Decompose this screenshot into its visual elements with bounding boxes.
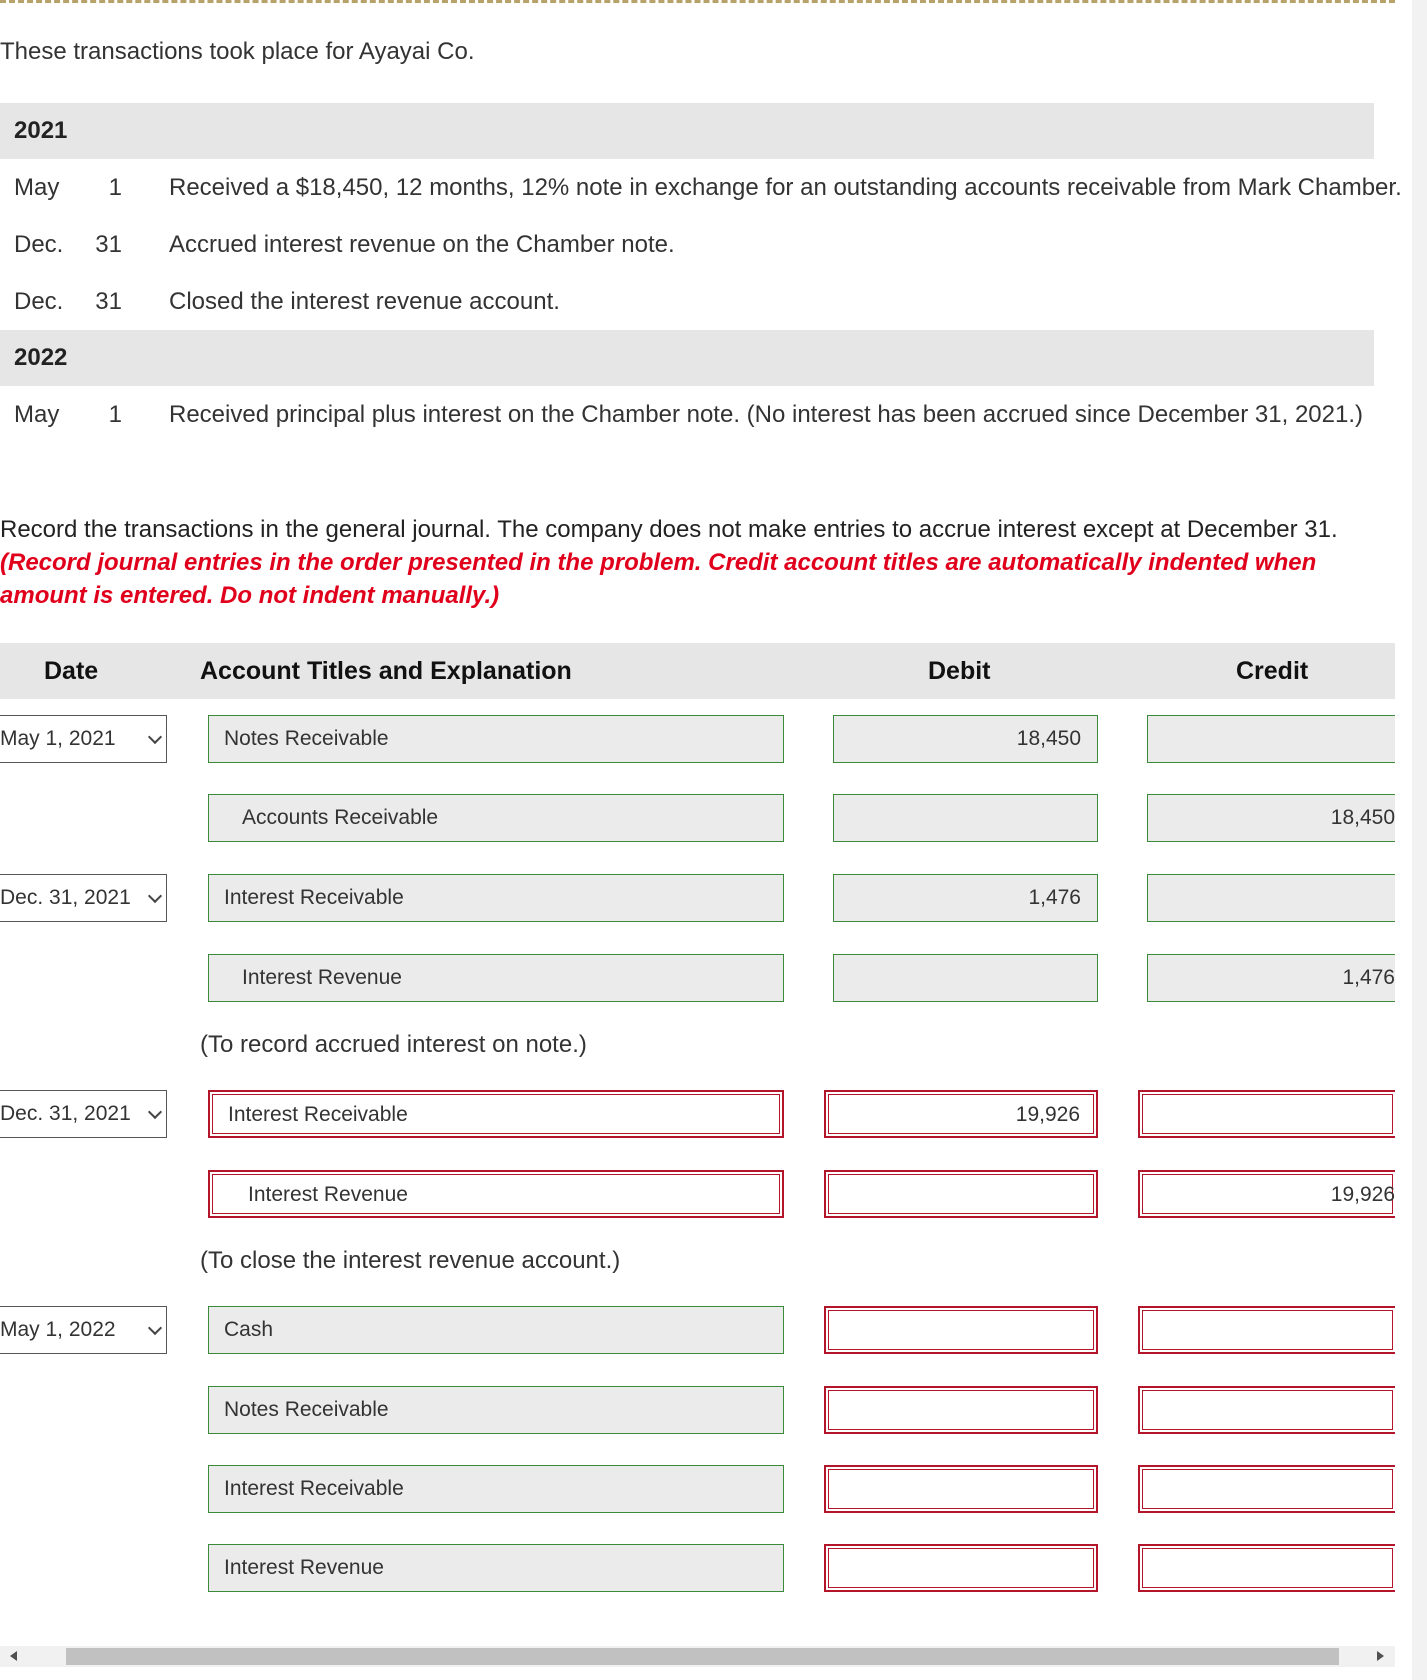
date-select-value: May 1, 2021 bbox=[0, 727, 116, 750]
account-input[interactable] bbox=[208, 715, 784, 763]
credit-input[interactable]: 18,450 bbox=[1147, 794, 1395, 842]
account-input[interactable] bbox=[208, 1090, 784, 1138]
transactions-table bbox=[0, 103, 1402, 443]
transaction-day: 1 bbox=[108, 174, 122, 201]
account-value: Cash bbox=[224, 1318, 274, 1341]
chevron-down-icon bbox=[148, 1105, 162, 1119]
instructions bbox=[0, 513, 1395, 612]
account-value: Interest Receivable bbox=[224, 886, 404, 909]
instructions-note: (Record journal entries in the order presented in the problem. Credit account titles are automatically indented when amount is entered. Do not indent manually.) bbox=[0, 549, 1317, 609]
account-value: Interest Revenue bbox=[242, 966, 402, 989]
intro-text: These transactions took place for Ayayai Co. bbox=[0, 38, 475, 65]
date-select-value: Dec. 31, 2021 bbox=[0, 1102, 131, 1125]
header-debit: Debit bbox=[928, 657, 991, 685]
transaction-row bbox=[0, 273, 1374, 330]
credit-input[interactable]: 1,476 bbox=[1147, 954, 1395, 1002]
account-input[interactable] bbox=[208, 1544, 784, 1592]
chevron-down-icon bbox=[148, 730, 162, 744]
transaction-day: 31 bbox=[95, 231, 122, 258]
credit-input[interactable] bbox=[1138, 1090, 1395, 1138]
transaction-day: 1 bbox=[108, 401, 122, 428]
transaction-month: May bbox=[14, 401, 60, 428]
credit-input[interactable] bbox=[1138, 1306, 1395, 1354]
scroll-right-arrow-icon[interactable] bbox=[1377, 1651, 1384, 1661]
account-value: Interest Revenue bbox=[224, 1556, 384, 1579]
debit-input[interactable]: 18,450 bbox=[833, 715, 1098, 763]
year-header: 2022 bbox=[0, 330, 1374, 386]
vertical-scrollbar[interactable] bbox=[1412, 0, 1427, 1680]
header-date: Date bbox=[44, 657, 99, 685]
date-select[interactable] bbox=[0, 715, 167, 763]
header-account: Account Titles and Explanation bbox=[200, 657, 572, 685]
transaction-description: Received a $18,450, 12 months, 12% note in exchange for an outstanding accounts receivable from Mark Chamber. bbox=[169, 174, 1402, 201]
account-value: Interest Receivable bbox=[224, 1477, 404, 1500]
debit-input[interactable]: 19,926 bbox=[824, 1090, 1098, 1138]
debit-input[interactable] bbox=[833, 794, 1098, 842]
scrollbar-thumb[interactable] bbox=[66, 1648, 1339, 1665]
credit-input[interactable]: 19,926 bbox=[1138, 1170, 1395, 1218]
credit-input[interactable] bbox=[1147, 874, 1395, 922]
chevron-down-icon bbox=[148, 889, 162, 903]
account-value: Notes Receivable bbox=[224, 1398, 389, 1421]
transaction-description: Received principal plus interest on the Chamber note. (No interest has been accrued since December 31, 2021.) bbox=[169, 401, 1363, 428]
credit-input[interactable] bbox=[1138, 1465, 1395, 1513]
account-input[interactable] bbox=[208, 874, 784, 922]
account-value: Notes Receivable bbox=[224, 727, 389, 750]
debit-input[interactable] bbox=[824, 1170, 1098, 1218]
entry-explanation: (To close the interest revenue account.) bbox=[200, 1247, 621, 1274]
date-select[interactable] bbox=[0, 1090, 167, 1138]
account-value: Interest Revenue bbox=[248, 1183, 408, 1206]
date-select-value: May 1, 2022 bbox=[0, 1318, 116, 1341]
account-value: Accounts Receivable bbox=[242, 806, 439, 829]
year-header: 2021 bbox=[0, 103, 1374, 159]
account-input[interactable] bbox=[208, 1386, 784, 1434]
debit-input[interactable] bbox=[824, 1465, 1098, 1513]
account-input[interactable] bbox=[208, 1465, 784, 1513]
transaction-month: May bbox=[14, 174, 60, 201]
date-select[interactable] bbox=[0, 874, 167, 922]
account-input[interactable] bbox=[208, 1306, 784, 1354]
horizontal-scrollbar[interactable] bbox=[0, 1646, 1395, 1667]
date-select[interactable] bbox=[0, 1306, 167, 1354]
header-credit: Credit bbox=[1236, 657, 1309, 685]
instructions-main: Record the transactions in the general journal. The company does not make entries to accrue interest except at December 31. bbox=[0, 516, 1338, 543]
transaction-row bbox=[0, 216, 1374, 273]
transaction-month: Dec. bbox=[14, 288, 64, 315]
scroll-left-arrow-icon[interactable] bbox=[10, 1651, 17, 1661]
credit-input[interactable] bbox=[1138, 1544, 1395, 1592]
credit-input[interactable] bbox=[1138, 1386, 1395, 1434]
transaction-row bbox=[0, 386, 1374, 443]
debit-input[interactable] bbox=[824, 1544, 1098, 1592]
account-value: Interest Receivable bbox=[228, 1103, 408, 1126]
debit-input[interactable] bbox=[824, 1386, 1098, 1434]
transaction-description: Closed the interest revenue account. bbox=[169, 288, 560, 315]
account-input[interactable] bbox=[208, 794, 784, 842]
debit-input[interactable]: 1,476 bbox=[833, 874, 1098, 922]
top-divider bbox=[0, 0, 1395, 3]
journal-header bbox=[0, 643, 1395, 699]
transaction-month: Dec. bbox=[14, 231, 64, 258]
chevron-down-icon bbox=[148, 1321, 162, 1335]
account-input[interactable] bbox=[208, 954, 784, 1002]
credit-input[interactable] bbox=[1147, 715, 1395, 763]
debit-input[interactable] bbox=[833, 954, 1098, 1002]
account-input[interactable] bbox=[208, 1170, 784, 1218]
entry-explanation: (To record accrued interest on note.) bbox=[200, 1031, 587, 1058]
transaction-row bbox=[0, 159, 1402, 216]
transaction-day: 31 bbox=[95, 288, 122, 315]
transaction-description: Accrued interest revenue on the Chamber note. bbox=[169, 231, 675, 258]
debit-input[interactable] bbox=[824, 1306, 1098, 1354]
date-select-value: Dec. 31, 2021 bbox=[0, 886, 131, 909]
